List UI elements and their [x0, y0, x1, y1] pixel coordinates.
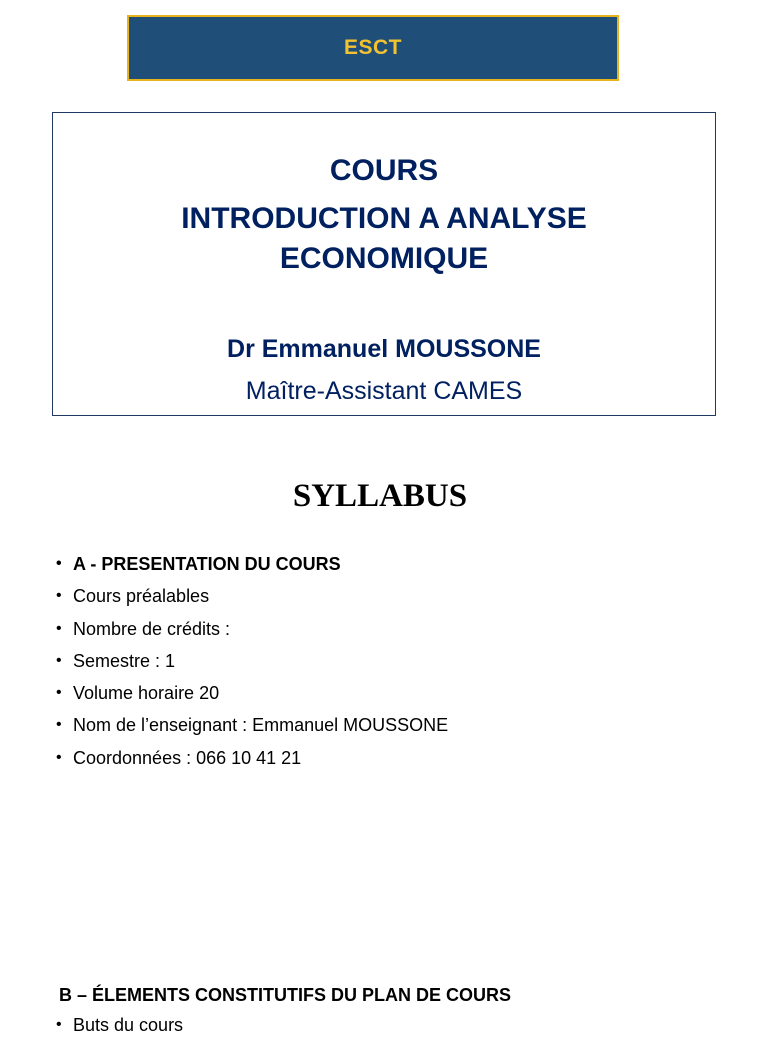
course-title-line-2: ECONOMIQUE — [279, 242, 489, 275]
syllabus-heading: SYLLABUS — [292, 478, 468, 514]
course-title — [53, 199, 715, 279]
section-a-heading: • A - PRESENTATION DU COURS — [56, 548, 448, 580]
course-title-line-1: INTRODUCTION A ANALYSE — [181, 202, 587, 235]
list-item-hours: • Volume horaire 20 — [56, 677, 448, 709]
section-a-list — [56, 548, 448, 774]
list-item-credits: • Nombre de crédits : — [56, 613, 448, 645]
school-banner — [127, 15, 619, 81]
list-item-contact: • Coordonnées : 066 10 41 21 — [56, 742, 448, 774]
list-item-course-goals: • Buts du cours — [56, 1010, 183, 1040]
list-item-semester: • Semestre : 1 — [56, 645, 448, 677]
course-title-box — [52, 112, 716, 416]
list-item-teacher: • Nom de l’enseignant : Emmanuel MOUSSONE — [56, 709, 448, 741]
list-item-prerequisites: • Cours préalables — [56, 580, 448, 612]
author-role: Maître-Assistant CAMES — [245, 377, 523, 405]
section-b-heading: B – ÉLEMENTS CONSTITUTIFS DU PLAN DE COURS — [59, 985, 512, 1005]
author-name: Dr Emmanuel MOUSSONE — [227, 335, 541, 363]
school-name: ESCT — [343, 36, 402, 59]
course-label: COURS — [329, 154, 439, 187]
